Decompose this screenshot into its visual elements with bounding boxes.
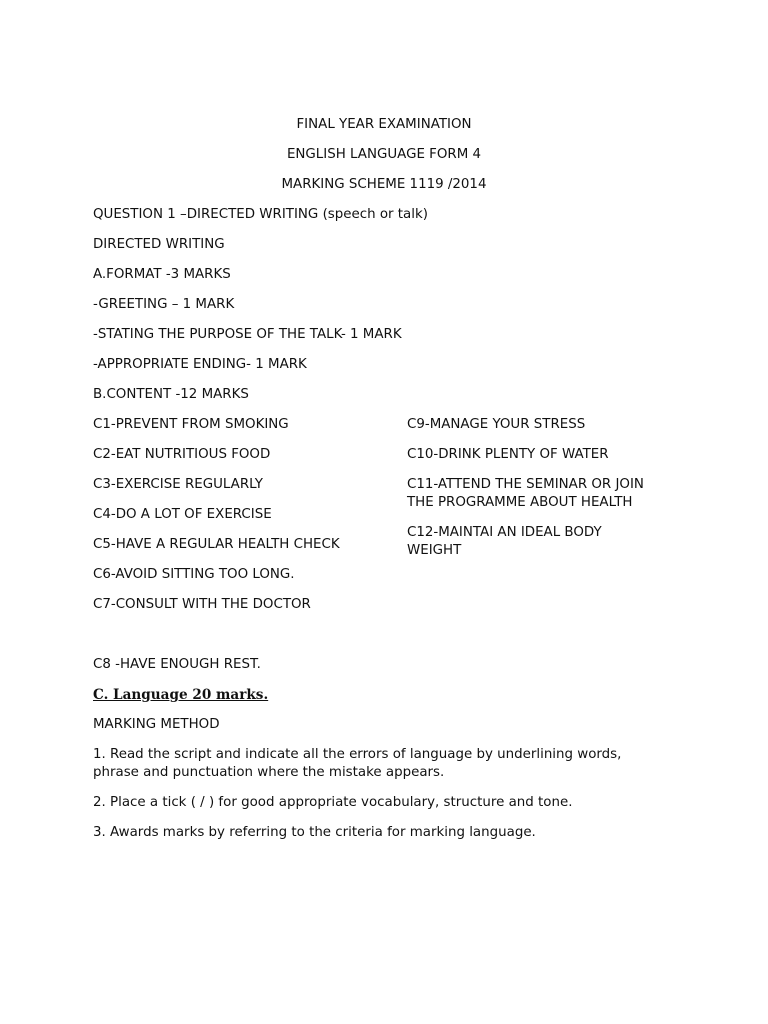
subject-title: ENGLISH LANGUAGE FORM 4	[286, 147, 482, 162]
content-point-c6: C6-AVOID SITTING TOO LONG.	[93, 567, 295, 582]
exam-title: FINAL YEAR EXAMINATION	[296, 117, 472, 132]
marking-step-3: 3. Awards marks by referring to the criteria for marking language.	[93, 825, 536, 840]
format-item-purpose: -STATING THE PURPOSE OF THE TALK- 1 MARK	[93, 327, 402, 342]
content-point-c2: C2-EAT NUTRITIOUS FOOD	[93, 447, 271, 462]
content-point-c4: C4-DO A LOT OF EXERCISE	[93, 507, 272, 522]
section-title: DIRECTED WRITING	[93, 237, 225, 252]
content-point-c1: C1-PREVENT FROM SMOKING	[93, 417, 289, 432]
content-point-c11: C11-ATTEND THE SEMINAR OR JOIN THE PROGRAMME ABOUT HEALTH	[407, 477, 644, 510]
format-item-ending: -APPROPRIATE ENDING- 1 MARK	[93, 357, 307, 372]
question-heading: QUESTION 1 –DIRECTED WRITING (speech or talk)	[93, 207, 428, 222]
marking-scheme-title: MARKING SCHEME 1119 /2014	[281, 177, 487, 192]
content-point-c3: C3-EXERCISE REGULARLY	[93, 477, 263, 492]
format-title: A.FORMAT -3 MARKS	[93, 267, 231, 282]
language-title: C. Language 20 marks.	[93, 687, 269, 703]
content-point-c5: C5-HAVE A REGULAR HEALTH CHECK	[93, 537, 340, 552]
content-point-c9: C9-MANAGE YOUR STRESS	[407, 417, 586, 432]
marking-method-title: MARKING METHOD	[93, 717, 220, 732]
content-title: B.CONTENT -12 MARKS	[93, 387, 249, 402]
content-point-c8: C8 -HAVE ENOUGH REST.	[93, 657, 261, 672]
content-point-c10: C10-DRINK PLENTY OF WATER	[407, 447, 609, 462]
marking-step-2: 2. Place a tick ( / ) for good appropriate vocabulary, structure and tone.	[93, 795, 573, 810]
content-point-c12: C12-MAINTAI AN IDEAL BODY WEIGHT	[407, 525, 602, 558]
content-point-c7: C7-CONSULT WITH THE DOCTOR	[93, 597, 311, 612]
format-item-greeting: -GREETING – 1 MARK	[93, 297, 235, 312]
marking-step-1: 1. Read the script and indicate all the errors of language by underlining words, phrase and punctuation where the mistake appears.	[93, 747, 622, 780]
